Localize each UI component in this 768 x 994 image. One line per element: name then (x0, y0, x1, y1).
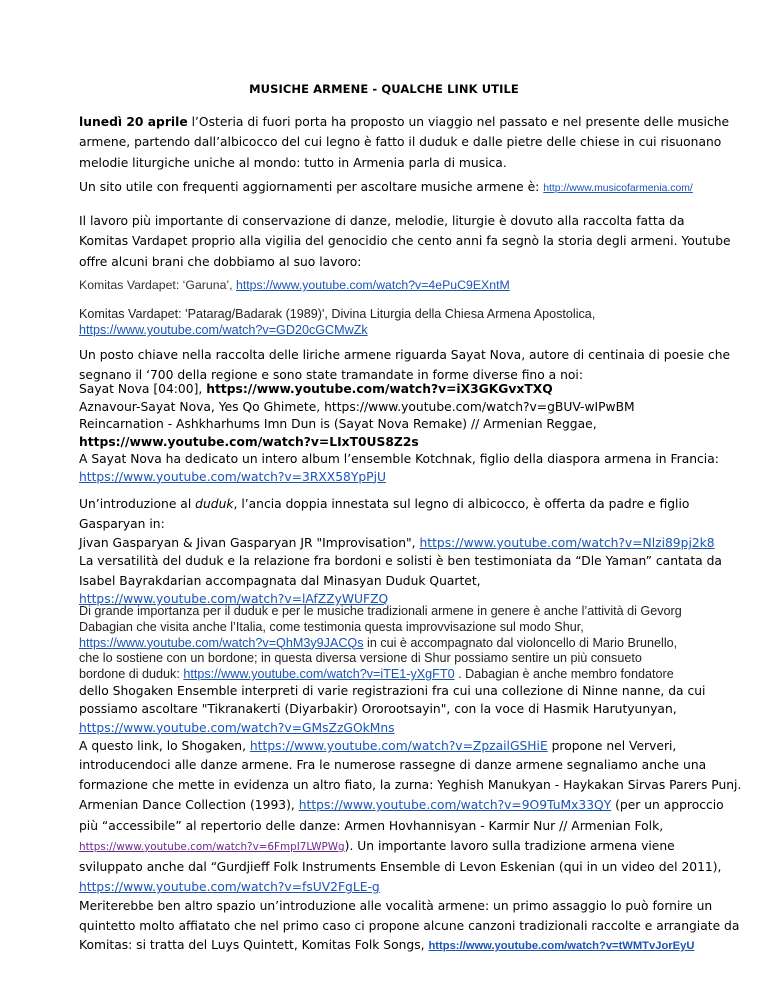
karmir-nur-link[interactable]: https://www.youtube.com/watch?v=6FmpI7LWPWg (79, 840, 345, 853)
dance-collection-link[interactable]: https://www.youtube.com/watch?v=9O9TuMx33QY (298, 798, 612, 813)
kotchnak-link[interactable]: https://www.youtube.com/watch?v=3RXX58YpPjU (79, 469, 387, 484)
event-date: lunedì 20 aprile (79, 115, 188, 129)
site-paragraph: Un sito utile con frequenti aggiornamenti per ascoltare musiche armene è: http://www.musicofarmenia.com/ (79, 180, 693, 194)
tikranakerti-link[interactable]: https://www.youtube.com/watch?v=GMsZzGOkMns (79, 720, 395, 735)
luys-quintett-link[interactable]: https://www.youtube.com/watch?v=tWMTvJorEyU (428, 940, 695, 953)
duduk-list: Jivan Gasparyan & Jivan Gasparyan JR "Improvisation", https://www.youtube.com/watch?v=Nlzi89pj2k8 La versatilità del duduk e la relazione fra bordoni e solisti è ben testimoniata da “Dle Yaman” cantata da Isabel Bayrakdarian accompagnata dal Minasyan Duduk Quartet, https://www.youtube.com/watch?v=lAfZZyWUFZQ (79, 536, 722, 606)
sayat-nova-url[interactable]: https://www.youtube.com/watch?v=iX3GKGvxTXQ (206, 382, 553, 396)
gevorg-paragraph: Di grande importanza per il duduk e per le musiche tradizionali armene in genere è anche l’attività di Gevorg Dabagian che visita anche l’Italia, come testimonia questa improvvisazione sul modo Shur, https://www.youtube.com/watch?v=QhM3y9JACQs in cui è accompagnato dal violoncello di Mario Brunello, che lo sostiene con un bordone; in questa diversa versione di Shur possiamo sentire un più consueto bordone di duduk: https://www.youtube.com/watch?v=iTE1-yXgFT0 . Dabagian è anche membro fondatore (79, 604, 682, 682)
sayat-nova-list: Sayat Nova [04:00], https://www.youtube.com/watch?v=iX3GKGvxTXQ Aznavour-Sayat Nova, Yes Qo Ghimete, https://www.youtube.com/watch?v=gBUV-wIPwBM Reincarnation - Ashkharhums Imn Dun is (Sayat Nova Remake) // Armenian Reggae, https://www.youtube.com/watch?v=LIxT0US8Z2s A Sayat Nova ha dedicato un intero album l’ensemble Kotchnak, figlio della diaspora armena in Francia: https://www.youtube.com/watch?v=3RXX58YpPjU (79, 382, 719, 484)
shur-duduk-link[interactable]: https://www.youtube.com/watch?v=iTE1-yXgFT0 (183, 667, 455, 682)
komitas-paragraph: Il lavoro più importante di conservazione di danze, melodie, liturgie è dovuto alla raccolta fatta da Komitas Vardapet proprio alla vigilia del genocidio che cento anni fa segnò la storia degli armeni. Youtube offre alcuni brani che dobbiamo al suo lavoro: (79, 214, 731, 269)
patarag-block: Komitas Vardapet: 'Patarag/Badarak (1989)', Divina Liturgia della Chiesa Armena Apostolica, https://www.youtube.com/watch?v=GD20cGCMwZk (79, 307, 596, 337)
duduk-paragraph: Un’introduzione al duduk, l’ancia doppia innestata sul legno di albicocco, è offerta da padre e figlio Gasparyan in: (79, 497, 690, 531)
garuna-line: Komitas Vardapet: ‘Garuna’, https://www.youtube.com/watch?v=4ePuC9EXntM (79, 278, 510, 292)
garuna-link[interactable]: https://www.youtube.com/watch?v=4ePuC9EXntM (235, 278, 510, 292)
gurdjieff-link[interactable]: https://www.youtube.com/watch?v=fsUV2FgLE-g (79, 880, 380, 895)
shogaken-paragraph: dello Shogaken Ensemble interpreti di varie registrazioni fra cui una collezione di Ninne nanne, da cui possiamo ascoltare "Tikranakerti (Diyarbakir) Ororootsayin", con la voce di Hasmik Harutyunyan, https://www.youtube.com/watch?v=GMsZzGOkMns A questo link, lo Shogaken, https://www.youtube.com/watch?v=ZpzailGSHiE propone nel Ververi, (79, 684, 706, 754)
vocal-paragraph: Meriterebbe ben altro spazio un’introduzione alle vocalità armene: un primo assaggio lo può fornire un quintetto molto affiatato che nel primo caso ci propone alcune canzoni tradizionali raccolte e arrangiate da Komitas: si tratta del Luys Quintett, Komitas Folk Songs, https://www.youtube.com/watch?v=tWMTvJorEyU (79, 899, 740, 953)
musicofarmenia-link[interactable]: http://www.musicofarmenia.com/ (543, 183, 693, 194)
dance-paragraph: introducendoci alle danze armene. Fra le numerose rassegne di danze armene segnaliamo anche una formazione che mette in evidenza un altro fiato, la zurna: Yeghish Manukyan - Haykakan Sirvas Parers Punj. Armenian Dance Collection (1993), https://www.youtube.com/watch?v=9O9TuMx33QY (per un approccio più “accessibile” al repertorio delle danze: Armen Hovhannisyan - Karmir Nur // Armenian Folk, https://www.youtube.com/watch?v=6FmpI7LWPWg). Un importante lavoro sulla tradizione armena viene sviluppato anche dal “Gurdjieff Folk Instruments Ensemble di Levon Eskenian (qui in un video del 2011), https://www.youtube.com/watch?v=fsUV2FgLE-g (79, 758, 742, 895)
reincarnation-url[interactable]: https://www.youtube.com/watch?v=LIxT0US8Z2s (79, 434, 419, 449)
page-title: MUSICHE ARMENE - QUALCHE LINK UTILE (249, 82, 519, 96)
sayat-nova-paragraph: Un posto chiave nella raccolta delle liriche armene riguarda Sayat Nova, autore di centinaia di poesie che segnano il ‘700 della regione e sono state tramandate in forme diverse fino a noi: (79, 348, 731, 383)
ververi-link[interactable]: https://www.youtube.com/watch?v=ZpzailGSHiE (249, 739, 548, 754)
patarag-link[interactable]: https://www.youtube.com/watch?v=GD20cGCMwZk (79, 323, 368, 337)
aznavour-line: Aznavour-Sayat Nova, Yes Qo Ghimete, https://www.youtube.com/watch?v=gBUV-wIPwBM (79, 399, 635, 414)
dle-yaman-link[interactable]: https://www.youtube.com/watch?v=lAfZZyWUFZQ (79, 592, 389, 606)
intro-paragraph: lunedì 20 aprile l’Osteria di fuori porta ha proposto un viaggio nel passato e nel presente delle musiche armene, partendo dall’albicocco del cui legno è fatto il duduk e dalle pietre delle chiese in cui risuonano melodie liturgiche uniche al mondo: tutto in Armenia parla di musica. (79, 115, 730, 170)
shur-cello-link[interactable]: https://www.youtube.com/watch?v=QhM3y9JACQs (79, 635, 364, 650)
gasparyan-link[interactable]: https://www.youtube.com/watch?v=Nlzi89pj2k8 (419, 536, 715, 550)
